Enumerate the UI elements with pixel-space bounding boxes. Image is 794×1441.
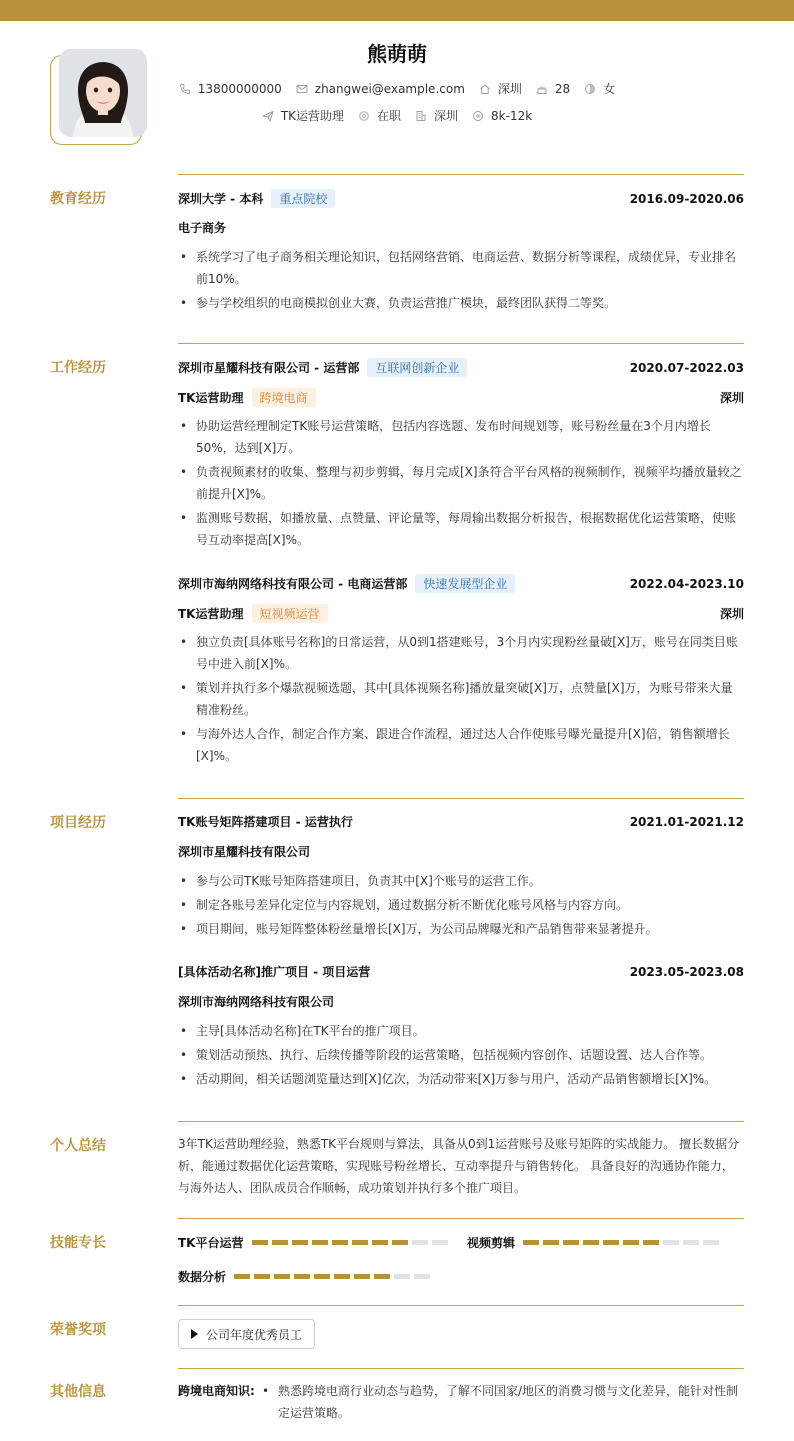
projects-divider xyxy=(178,798,744,799)
list-item: • 熟悉跨境电商行业动态与趋势，了解不同国家/地区的消费习惯与文化差异，能针对性制定运营策略。 xyxy=(260,1380,744,1424)
candidate-name: 熊萌萌 xyxy=(367,42,427,66)
project-company: 深圳市星耀科技有限公司 xyxy=(178,845,311,859)
email-text: zhangwei@example.com xyxy=(314,81,465,96)
honors-divider xyxy=(178,1305,744,1306)
phone-icon xyxy=(179,83,191,95)
email-info xyxy=(296,82,465,96)
project-2-company-row xyxy=(178,993,744,1010)
age-text: 28 xyxy=(554,81,571,96)
skill-level-segment xyxy=(683,1240,699,1245)
send-icon xyxy=(262,110,274,122)
skill-level-segment xyxy=(252,1240,268,1245)
status-icon xyxy=(358,110,370,122)
award-text: 公司年度优秀员工 xyxy=(206,1327,303,1342)
company-tag: 互联网创新企业 xyxy=(367,358,467,377)
list-item: • 与海外达人合作，制定合作方案、跟进合作流程，通过达人合作使账号曝光量提升[X]倍，销售额增长[X]%。 xyxy=(178,723,744,767)
education-title: 教育经历 xyxy=(50,191,106,207)
job-intent-row xyxy=(0,107,794,124)
skill-level-segment xyxy=(312,1240,328,1245)
skill-item xyxy=(178,1268,430,1285)
job-2-header xyxy=(178,574,744,593)
work-title: 工作经历 xyxy=(50,360,106,376)
school-name: 深圳大学 - 本科 xyxy=(178,192,264,206)
skill-level-segment xyxy=(583,1240,599,1245)
project-2-bullets xyxy=(178,1020,744,1092)
job-period: 2020.07-2022.03 xyxy=(629,360,744,375)
list-item: • 活动期间，相关话题浏览量达到[X]亿次，为活动带来[X]万参与用户，活动产品销售额增长[X]%。 xyxy=(178,1068,744,1090)
list-item: • 协助运营经理制定TK账号运营策略，包括内容选题、发布时间规划等，账号粉丝量在3个月内增长50%，达到[X]万。 xyxy=(178,415,744,459)
home-icon xyxy=(479,83,491,95)
skill-name: TK平台运营 xyxy=(178,1236,244,1250)
list-item: • 参与公司TK账号矩阵搭建项目，负责其中[X]个账号的运营工作。 xyxy=(178,870,744,892)
target-city-info xyxy=(415,107,458,124)
status-info xyxy=(358,107,401,124)
skill-level-segment xyxy=(603,1240,619,1245)
list-item: • 系统学习了电子商务相关理论知识，包括网络营销、电商运营、数据分析等课程，成绩优异，专业排名前10%。 xyxy=(178,246,744,290)
skill-level-segment xyxy=(334,1274,350,1279)
other-title: 其他信息 xyxy=(50,1384,106,1400)
contact-row xyxy=(0,80,794,97)
coin-icon xyxy=(472,110,484,122)
list-item: • 独立负责[具体账号名称]的日常运营，从0到1搭建账号，3个月内实现粉丝量破[X]万，账号在同类目账号中进入前[X]%。 xyxy=(178,631,744,675)
skills-title: 技能专长 xyxy=(50,1235,106,1251)
major: 电子商务 xyxy=(178,221,227,235)
job-2-bullets xyxy=(178,631,744,769)
skill-level-segment xyxy=(374,1274,390,1279)
work-divider xyxy=(178,343,744,344)
education-bullets xyxy=(178,246,744,316)
skill-name: 数据分析 xyxy=(178,1270,227,1284)
skill-item xyxy=(467,1234,719,1251)
skill-level-segment xyxy=(292,1240,308,1245)
summary-text: 3年TK运营助理经验，熟悉TK平台规则与算法，具备从0到1运营账号及账号矩阵的实战能力。 擅长数据分析，能通过数据优化运营策略，实现账号粉丝增长、互动率提升与销售转化。 具备良好的沟通协作能力，与海外达人、团队成员合作顺畅，成功策划并执行多个推广项目。 xyxy=(178,1137,740,1195)
skill-level-segment xyxy=(392,1240,408,1245)
job-location: 深圳 xyxy=(719,391,744,405)
project-1-bullets xyxy=(178,870,744,942)
list-item: • 策划活动预热、执行、后续传播等阶段的运营策略，包括视频内容创作、话题设置、达人合作等。 xyxy=(178,1044,744,1066)
phone-text: 13800000000 xyxy=(197,81,282,96)
award-item[interactable] xyxy=(178,1319,315,1349)
education-header xyxy=(178,189,744,208)
education-period: 2016.09-2020.06 xyxy=(629,191,744,206)
gender-info xyxy=(584,80,615,97)
list-item: • 项目期间，账号矩阵整体粉丝量增长[X]万，为公司品牌曝光和产品销售带来显著提升。 xyxy=(178,918,744,940)
target-city-text: 深圳 xyxy=(434,109,459,123)
skill-level-segment xyxy=(432,1240,448,1245)
list-item: • 主导[具体活动名称]在TK平台的推广项目。 xyxy=(178,1020,744,1042)
job-2-role-row xyxy=(178,604,744,623)
job-1-bullets xyxy=(178,415,744,553)
skill-level-segment xyxy=(623,1240,639,1245)
job-company: 深圳市星耀科技有限公司 - 运营部 xyxy=(178,361,360,375)
skill-level-segment xyxy=(332,1240,348,1245)
skill-level-bar xyxy=(523,1240,719,1245)
job-1-role-row xyxy=(178,388,744,407)
phone-info xyxy=(179,82,282,96)
school-tag: 重点院校 xyxy=(271,189,335,208)
project-name: TK账号矩阵搭建项目 - 运营执行 xyxy=(178,815,353,829)
skill-level-segment xyxy=(314,1274,330,1279)
skill-level-segment xyxy=(274,1274,290,1279)
other-bullets xyxy=(260,1380,744,1424)
company-tag: 快速发展型企业 xyxy=(415,574,515,593)
job-1-header xyxy=(178,358,744,377)
salary-text: 8k-12k xyxy=(491,108,533,123)
skill-level-segment xyxy=(394,1274,410,1279)
skill-level-segment xyxy=(412,1240,428,1245)
skill-name: 视频剪辑 xyxy=(467,1236,516,1250)
skill-level-bar xyxy=(234,1274,430,1279)
list-item: • 策划并执行多个爆款视频选题，其中[具体视频名称]播放量突破[X]万，点赞量[X]万，为账号带来大量精准粉丝。 xyxy=(178,677,744,721)
other-label: 跨境电商知识: xyxy=(178,1384,255,1398)
project-company: 深圳市海纳网络科技有限公司 xyxy=(178,995,335,1009)
role-tag: 短视频运营 xyxy=(252,604,328,623)
play-icon xyxy=(191,1329,198,1339)
skill-level-segment xyxy=(563,1240,579,1245)
gender-icon xyxy=(584,83,596,95)
building-icon xyxy=(415,110,427,122)
skills-divider xyxy=(178,1218,744,1219)
project-2-header xyxy=(178,963,744,980)
project-period: 2021.01-2021.12 xyxy=(629,814,744,829)
other-divider xyxy=(178,1368,744,1369)
skill-level-segment xyxy=(372,1240,388,1245)
project-period: 2023.05-2023.08 xyxy=(629,964,744,979)
skill-level-segment xyxy=(352,1240,368,1245)
job-period: 2022.04-2023.10 xyxy=(629,576,744,591)
skill-level-segment xyxy=(663,1240,679,1245)
skill-level-segment xyxy=(703,1240,719,1245)
list-item: • 制定各账号差异化定位与内容规划，通过数据分析不断优化账号风格与内容方向。 xyxy=(178,894,744,916)
job-location: 深圳 xyxy=(719,607,744,621)
salary-info xyxy=(472,109,532,123)
skill-level-segment xyxy=(294,1274,310,1279)
summary-title: 个人总结 xyxy=(50,1138,106,1154)
project-name: [具体活动名称]推广项目 - 项目运营 xyxy=(178,965,371,979)
project-1-header xyxy=(178,813,744,830)
job-role: TK运营助理 xyxy=(178,607,244,621)
age-info xyxy=(536,82,570,96)
city-info xyxy=(479,80,522,97)
education-major-row xyxy=(178,219,744,236)
skill-level-segment xyxy=(643,1240,659,1245)
summary-divider xyxy=(178,1121,744,1122)
skill-level-segment xyxy=(234,1274,250,1279)
position-info xyxy=(262,107,344,124)
skill-level-segment xyxy=(354,1274,370,1279)
project-1-company-row xyxy=(178,843,744,860)
skill-level-segment xyxy=(523,1240,539,1245)
skill-level-segment xyxy=(254,1274,270,1279)
position-text: TK运营助理 xyxy=(280,109,345,123)
mail-icon xyxy=(296,83,308,95)
skill-level-segment xyxy=(414,1274,430,1279)
gender-text: 女 xyxy=(603,82,616,96)
city-text: 深圳 xyxy=(497,82,522,96)
projects-title: 项目经历 xyxy=(50,815,106,831)
role-tag: 跨境电商 xyxy=(252,388,316,407)
job-role: TK运营助理 xyxy=(178,391,244,405)
list-item: • 负责视频素材的收集、整理与初步剪辑，每月完成[X]条符合平台风格的视频制作，视频平均播放量较之前提升[X]%。 xyxy=(178,461,744,505)
education-divider xyxy=(178,174,744,175)
list-item: • 参与学校组织的电商模拟创业大赛，负责运营推广模块，最终团队获得二等奖。 xyxy=(178,292,744,314)
skill-level-segment xyxy=(272,1240,288,1245)
skill-level-bar xyxy=(252,1240,448,1245)
list-item: • 监测账号数据，如播放量、点赞量、评论量等，每周输出数据分析报告，根据数据优化运营策略，使账号互动率提高[X]%。 xyxy=(178,507,744,551)
honors-title: 荣誉奖项 xyxy=(50,1322,106,1338)
skill-item xyxy=(178,1234,448,1251)
job-company: 深圳市海纳网络科技有限公司 - 电商运营部 xyxy=(178,577,408,591)
top-accent-bar xyxy=(0,0,794,21)
cake-icon xyxy=(536,83,548,95)
skill-level-segment xyxy=(543,1240,559,1245)
status-text: 在职 xyxy=(377,109,402,123)
